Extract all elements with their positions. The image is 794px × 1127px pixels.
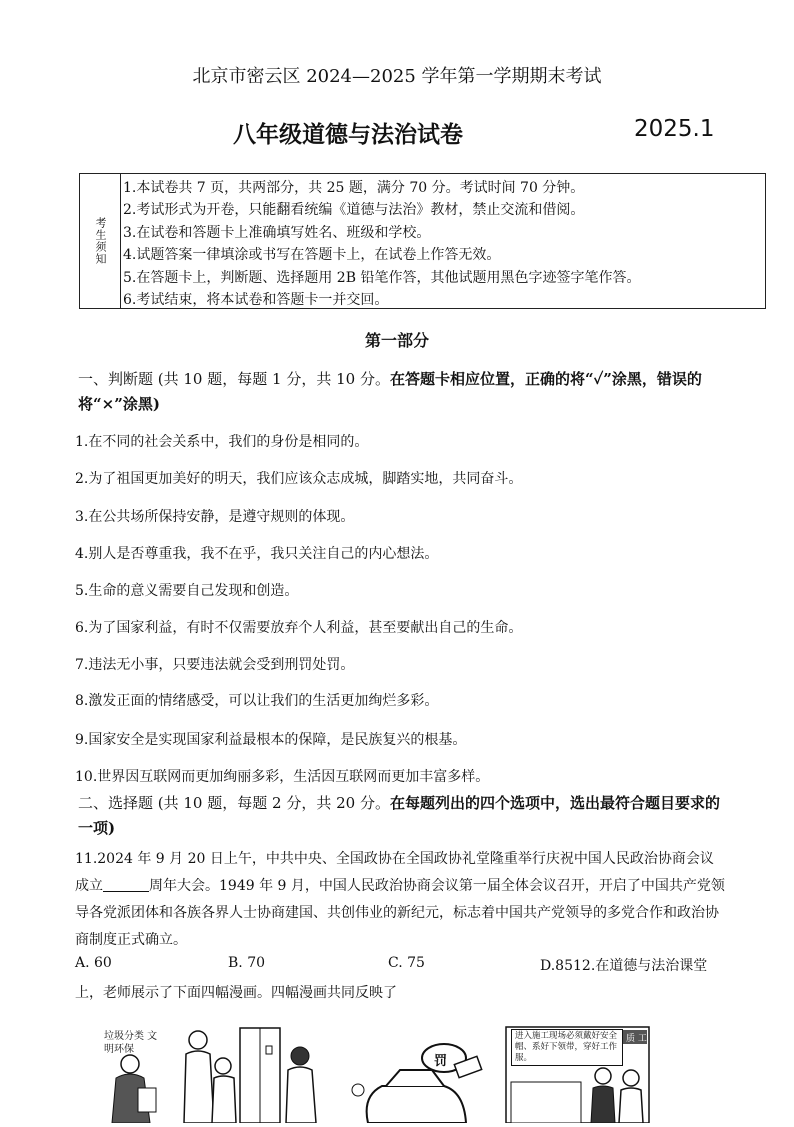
question-1: 1.在不同的社会关系中，我们的身份是相同的。 <box>75 434 369 450</box>
question-11: 11.2024 年 9 月 20 日上午，中共中央、全国政协在全国政协礼堂隆重举行庆祝中国人民政治协商会议成立 周年大会。1949 年 9 月，中国人民政治协商会议第一届全体会议召开，开启了中国共产党领导各党派团体和各族各界人士协商建国、共创伟业的新纪元，标志着中国共产党领导的多党合作和政治协商制度正式确立。 <box>75 851 725 948</box>
notice-label: 考生须知 <box>80 174 121 308</box>
notice-item: 2.考试形式为开卷，只能翻看统编《道德与法治》教材，禁止交流和借阅。 <box>123 202 585 219</box>
comic-construction-safety <box>505 1026 650 1123</box>
question-4: 4.别人是否尊重我，我不在乎，我只关注自己的内心想法。 <box>75 546 439 562</box>
exam-date: 2025.1 <box>634 116 715 142</box>
question-9: 9.国家安全是实现国家利益最根本的保障，是民族复兴的根基。 <box>75 732 467 748</box>
answer-blank <box>103 877 149 892</box>
question-12: 上，老师展示了下面四幅漫画。四幅漫画共同反映了 <box>75 985 397 1001</box>
question-10: 10.世界因互联网而更加绚丽多彩，生活因互联网而更加丰富多样。 <box>75 769 490 785</box>
comic-elevator-people <box>178 1026 328 1123</box>
option-d: D.8512.在道德与法治课堂 <box>540 958 708 974</box>
comic-3-drawing <box>348 1026 483 1123</box>
notice-list <box>123 177 640 311</box>
question-5: 5.生命的意义需要自己发现和创造。 <box>75 583 299 599</box>
comic-1-caption: 垃圾分类 文明环保 <box>104 1031 158 1055</box>
notice-item: 3.在试卷和答题卡上准确填写姓名、班级和学校。 <box>123 224 431 241</box>
question-6: 6.为了国家利益，有时不仅需要放弃个人利益，甚至要献出自己的生命。 <box>75 620 523 636</box>
section1-heading: 一、判断题 (共 10 题，每题 1 分，共 10 分。在答题卡相应位置，正确的将“✓”涂黑，错误的将“×”涂黑) <box>78 370 702 413</box>
comic-4-speech: 进入施工现场必须戴好安全帽、系好下领带，穿好工作服。 <box>511 1029 623 1066</box>
notice-item: 1.本试卷共 7 页，共两部分，共 25 题，满分 70 分。考试时间 70 分钟。 <box>123 180 585 196</box>
part-title: 第一部分 <box>364 331 429 350</box>
paper-title: 八年级道德与法治试卷 <box>233 121 463 148</box>
exam-title: 北京市密云区 2024—2025 学年第一学期期末考试 <box>192 66 602 87</box>
comic-3-fine-text: 罚 <box>434 1054 448 1069</box>
question-7: 7.违法无小事，只要违法就会受到刑罚处罚。 <box>75 657 355 673</box>
option-a: A. 60 <box>75 955 112 971</box>
question-2: 2.为了祖国更加美好的明天，我们应该众志成城，脚踏实地，共同奋斗。 <box>75 471 523 487</box>
notice-item: 6.考试结束，将本试卷和答题卡一并交回。 <box>123 292 389 309</box>
notice-box <box>79 173 766 309</box>
comic-garbage-sorting <box>100 1026 162 1123</box>
notice-item: 4.试题答案一律填涂或书写在答题卡上，在试卷上作答无效。 <box>123 247 501 264</box>
option-c: C. 75 <box>388 955 425 971</box>
comic-traffic-fine <box>348 1026 483 1123</box>
question-12-start: 12.在道德与法治课堂 <box>573 958 708 974</box>
question-3: 3.在公共场所保持安静，是遵守规则的体现。 <box>75 509 355 525</box>
comic-2-drawing <box>178 1026 328 1123</box>
option-b: B. 70 <box>228 955 266 971</box>
notice-item: 5.在答题卡上，判断题、选择题用 2B 铅笔作答，其他试题用黑色字迹签字笔作答。 <box>123 269 641 286</box>
question-8: 8.激发正面的情绪感受，可以让我们的生活更加绚烂多彩。 <box>75 693 439 709</box>
comic-4-sign: 质 工 <box>626 1034 647 1044</box>
section2-heading: 二、选择题 (共 10 题，每题 2 分，共 20 分。在每题列出的四个选项中，选出最符合题目要求的一项) <box>78 794 720 837</box>
